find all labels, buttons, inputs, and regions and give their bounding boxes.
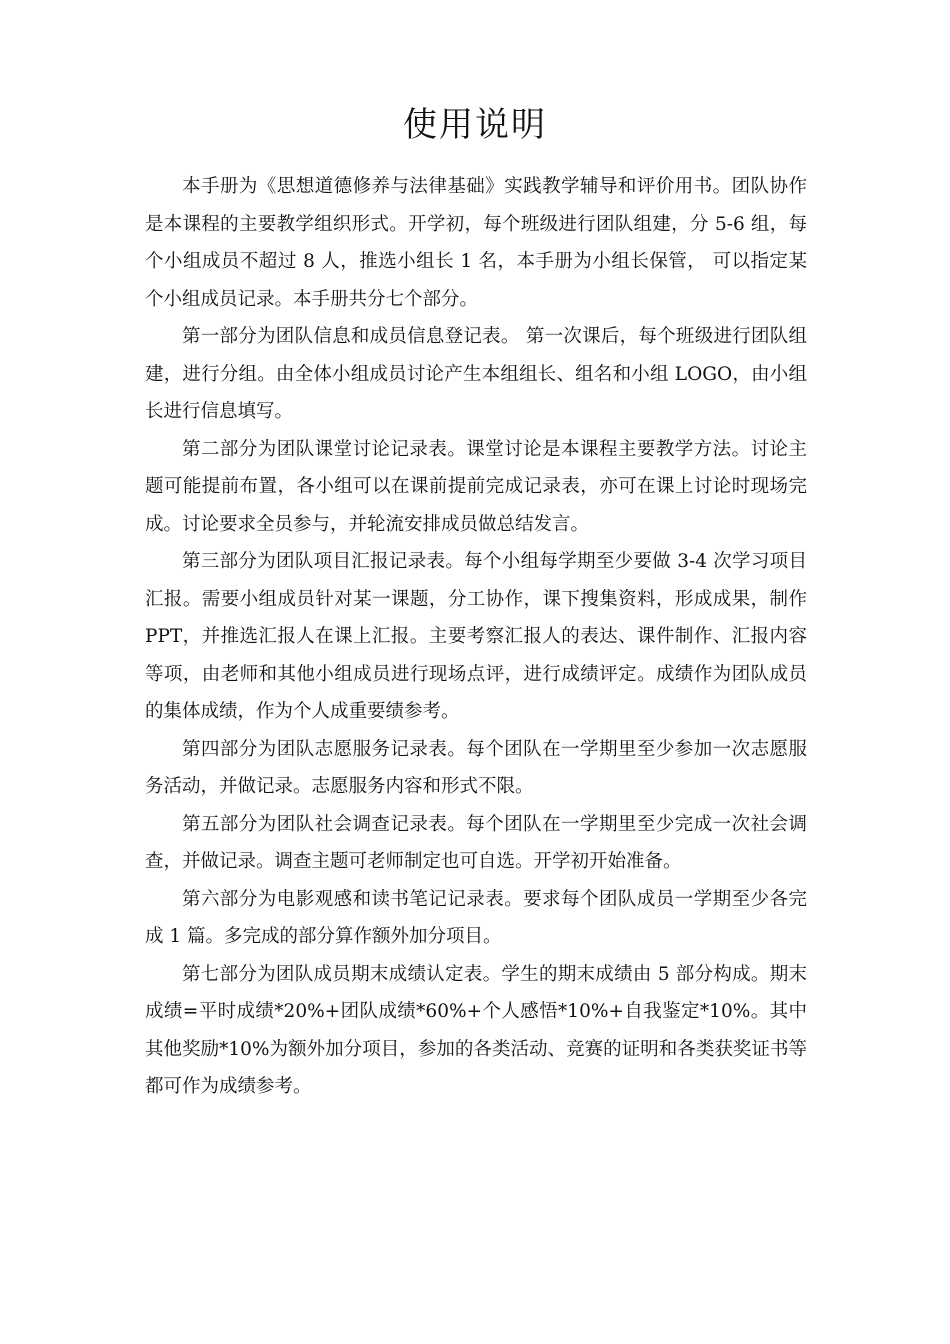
page-title: 使用说明 [403, 105, 547, 145]
document-body [145, 168, 807, 1106]
paragraph-part-3: 第三部分为团队项目汇报记录表。每个小组每学期至少要做 3-4 次学习项目汇报。需要小组成员针对某一课题，分工协作，课下搜集资料，形成成果，制作 PPT，并推选汇报人在课上汇报。主要考察汇报人的表达、课件制作、汇报内容等项，由老师和其他小组成员进行现场点评，进行成绩评定。成绩作为团队成员的集体成绩，作为个人成重要绩参考。 [145, 551, 807, 722]
paragraph-part-7: 第七部分为团队成员期末成绩认定表。学生的期末成绩由 5 部分构成。期末成绩=平时成绩*20%+团队成绩*60%+个人感悟*10%+自我鉴定*10%。其中其他奖励*10%为额外加分项目，参加的各类活动、竞赛的证明和各类获奖证书等都可作为成绩参考。 [145, 963, 807, 1097]
paragraph-part-1: 第一部分为团队信息和成员信息登记表。 第一次课后，每个班级进行团队组建，进行分组。由全体小组成员讨论产生本组组长、组名和小组 LOGO，由小组长进行信息填写。 [145, 326, 807, 422]
paragraph-part-6: 第六部分为电影观感和读书笔记记录表。要求每个团队成员一学期至少各完成 1 篇。多完成的部分算作额外加分项目。 [145, 888, 807, 947]
paragraph-part-4: 第四部分为团队志愿服务记录表。每个团队在一学期里至少参加一次志愿服务活动，并做记录。志愿服务内容和形式不限。 [145, 738, 807, 797]
paragraph-part-2: 第二部分为团队课堂讨论记录表。课堂讨论是本课程主要教学方法。讨论主题可能提前布置，各小组可以在课前提前完成记录表，亦可在课上讨论时现场完成。讨论要求全员参与，并轮流安排成员做总结发言。 [145, 438, 807, 535]
paragraph-part-5: 第五部分为团队社会调查记录表。每个团队在一学期里至少完成一次社会调查，并做记录。调查主题可老师制定也可自选。开学初开始准备。 [145, 813, 807, 872]
paragraph-intro: 本手册为《思想道德修养与法律基础》实践教学辅导和评价用书。团队协作是本课程的主要教学组织形式。开学初，每个班级进行团队组建，分 5-6 组，每个小组成员不超过 8 人，推选小组长 1 名，本手册为小组长保管， 可以指定某个小组成员记录。本手册共分七个部分。 [145, 176, 807, 310]
